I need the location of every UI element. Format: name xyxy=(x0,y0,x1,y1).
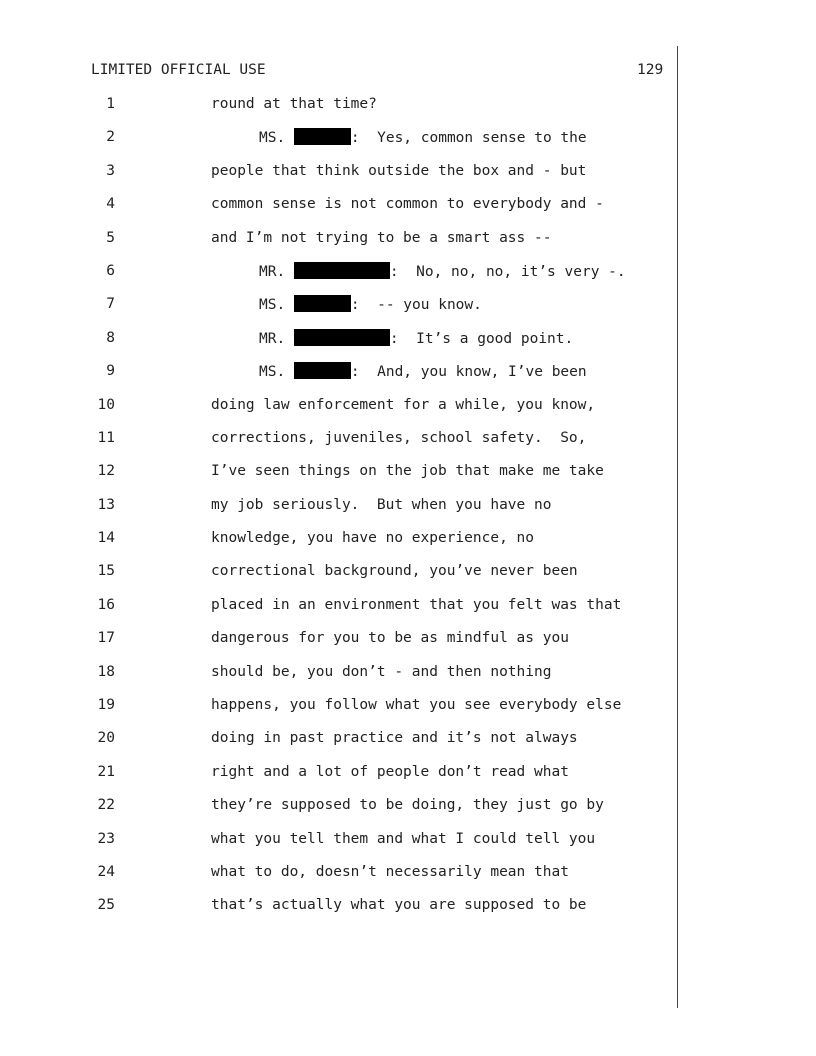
line-text: I’ve seen things on the job that make me take xyxy=(211,463,604,480)
transcript-line xyxy=(0,128,816,161)
line-text: that’s actually what you are supposed to be xyxy=(211,897,587,914)
transcript-line xyxy=(0,195,816,228)
transcript-line xyxy=(0,696,816,729)
transcript-line xyxy=(0,362,816,395)
transcript-line xyxy=(0,95,816,128)
line-number: 15 xyxy=(97,563,115,580)
line-number: 18 xyxy=(97,663,115,680)
redaction-block xyxy=(294,295,351,312)
redaction-block xyxy=(294,362,351,379)
transcript-line xyxy=(0,729,816,762)
line-number: 25 xyxy=(97,897,115,914)
line-number: 4 xyxy=(106,196,115,213)
classification-header: LIMITED OFFICIAL USE xyxy=(91,62,266,78)
transcript-line xyxy=(0,162,816,195)
line-number: 12 xyxy=(97,463,115,480)
line-text: round at that time? xyxy=(211,96,377,112)
line-text: what to do, doesn’t necessarily mean that xyxy=(211,863,569,880)
line-number: 21 xyxy=(97,763,115,780)
line-number: 6 xyxy=(106,262,115,279)
line-number: 24 xyxy=(97,863,115,880)
line-number: 8 xyxy=(106,329,115,346)
line-text: should be, you don’t - and then nothing xyxy=(211,663,552,680)
transcript-line xyxy=(0,529,816,562)
transcript-line xyxy=(0,496,816,529)
line-number: 19 xyxy=(97,697,115,714)
line-text: dangerous for you to be as mindful as you xyxy=(211,630,569,647)
transcript-line xyxy=(0,863,816,896)
transcript-line xyxy=(0,663,816,696)
transcript-line xyxy=(0,796,816,829)
transcript-line xyxy=(0,896,816,929)
line-text xyxy=(259,262,626,281)
transcript-body xyxy=(0,95,816,930)
line-text: doing in past practice and it’s not always xyxy=(211,730,578,747)
line-number: 20 xyxy=(97,730,115,747)
transcript-line xyxy=(0,396,816,429)
redaction-block xyxy=(294,262,390,279)
line-number: 23 xyxy=(97,830,115,847)
line-number: 11 xyxy=(97,429,115,446)
line-number: 9 xyxy=(106,363,115,380)
line-text: happens, you follow what you see everybody else xyxy=(211,697,622,714)
line-number: 3 xyxy=(106,162,115,179)
speech-text: : It’s a good point. xyxy=(389,330,574,347)
line-text xyxy=(259,362,587,381)
speech-text: : And, you know, I’ve been xyxy=(350,364,587,381)
line-text: doing law enforcement for a while, you know, xyxy=(211,396,596,413)
line-number: 13 xyxy=(97,496,115,513)
transcript-line xyxy=(0,763,816,796)
line-text: people that think outside the box and - but xyxy=(211,162,587,179)
line-text: what you tell them and what I could tell you xyxy=(211,830,596,847)
line-number: 1 xyxy=(106,96,115,112)
line-number: 22 xyxy=(97,797,115,814)
line-number: 2 xyxy=(106,129,115,146)
speaker-label: MR. xyxy=(259,330,294,347)
line-number: 17 xyxy=(97,630,115,647)
speaker-label: MR. xyxy=(259,263,294,280)
line-text xyxy=(259,128,587,147)
transcript-line xyxy=(0,596,816,629)
speech-text: : -- you know. xyxy=(350,297,482,314)
line-text: they’re supposed to be doing, they just go by xyxy=(211,797,604,814)
line-text: corrections, juveniles, school safety. So, xyxy=(211,429,587,446)
transcript-line xyxy=(0,229,816,262)
transcript-line xyxy=(0,462,816,495)
line-number: 14 xyxy=(97,530,115,547)
line-text: my job seriously. But when you have no xyxy=(211,496,552,513)
page-number: 129 xyxy=(637,62,664,78)
transcript-line xyxy=(0,629,816,662)
transcript-line xyxy=(0,429,816,462)
line-number: 16 xyxy=(97,596,115,613)
line-text: and I’m not trying to be a smart ass -- xyxy=(211,229,552,246)
transcript-line xyxy=(0,830,816,863)
line-number: 10 xyxy=(97,396,115,413)
line-number: 7 xyxy=(106,296,115,313)
transcript-line xyxy=(0,562,816,595)
line-text: right and a lot of people don’t read what xyxy=(211,763,569,780)
transcript-line xyxy=(0,329,816,362)
speaker-label: MS. xyxy=(259,364,294,381)
line-text: knowledge, you have no experience, no xyxy=(211,530,535,547)
line-text: correctional background, you’ve never been xyxy=(211,563,578,580)
speech-text: : No, no, no, it’s very -. xyxy=(389,263,626,280)
line-number: 5 xyxy=(106,229,115,246)
line-text xyxy=(259,329,573,348)
transcript-line xyxy=(0,262,816,295)
speaker-label: MS. xyxy=(259,130,294,147)
speaker-label: MS. xyxy=(259,297,294,314)
line-text: placed in an environment that you felt was that xyxy=(211,596,622,613)
line-text xyxy=(259,295,482,314)
redaction-block xyxy=(294,329,390,346)
redaction-block xyxy=(294,128,351,145)
speech-text: : Yes, common sense to the xyxy=(350,130,587,147)
transcript-line xyxy=(0,295,816,328)
line-text: common sense is not common to everybody and - xyxy=(211,196,604,213)
